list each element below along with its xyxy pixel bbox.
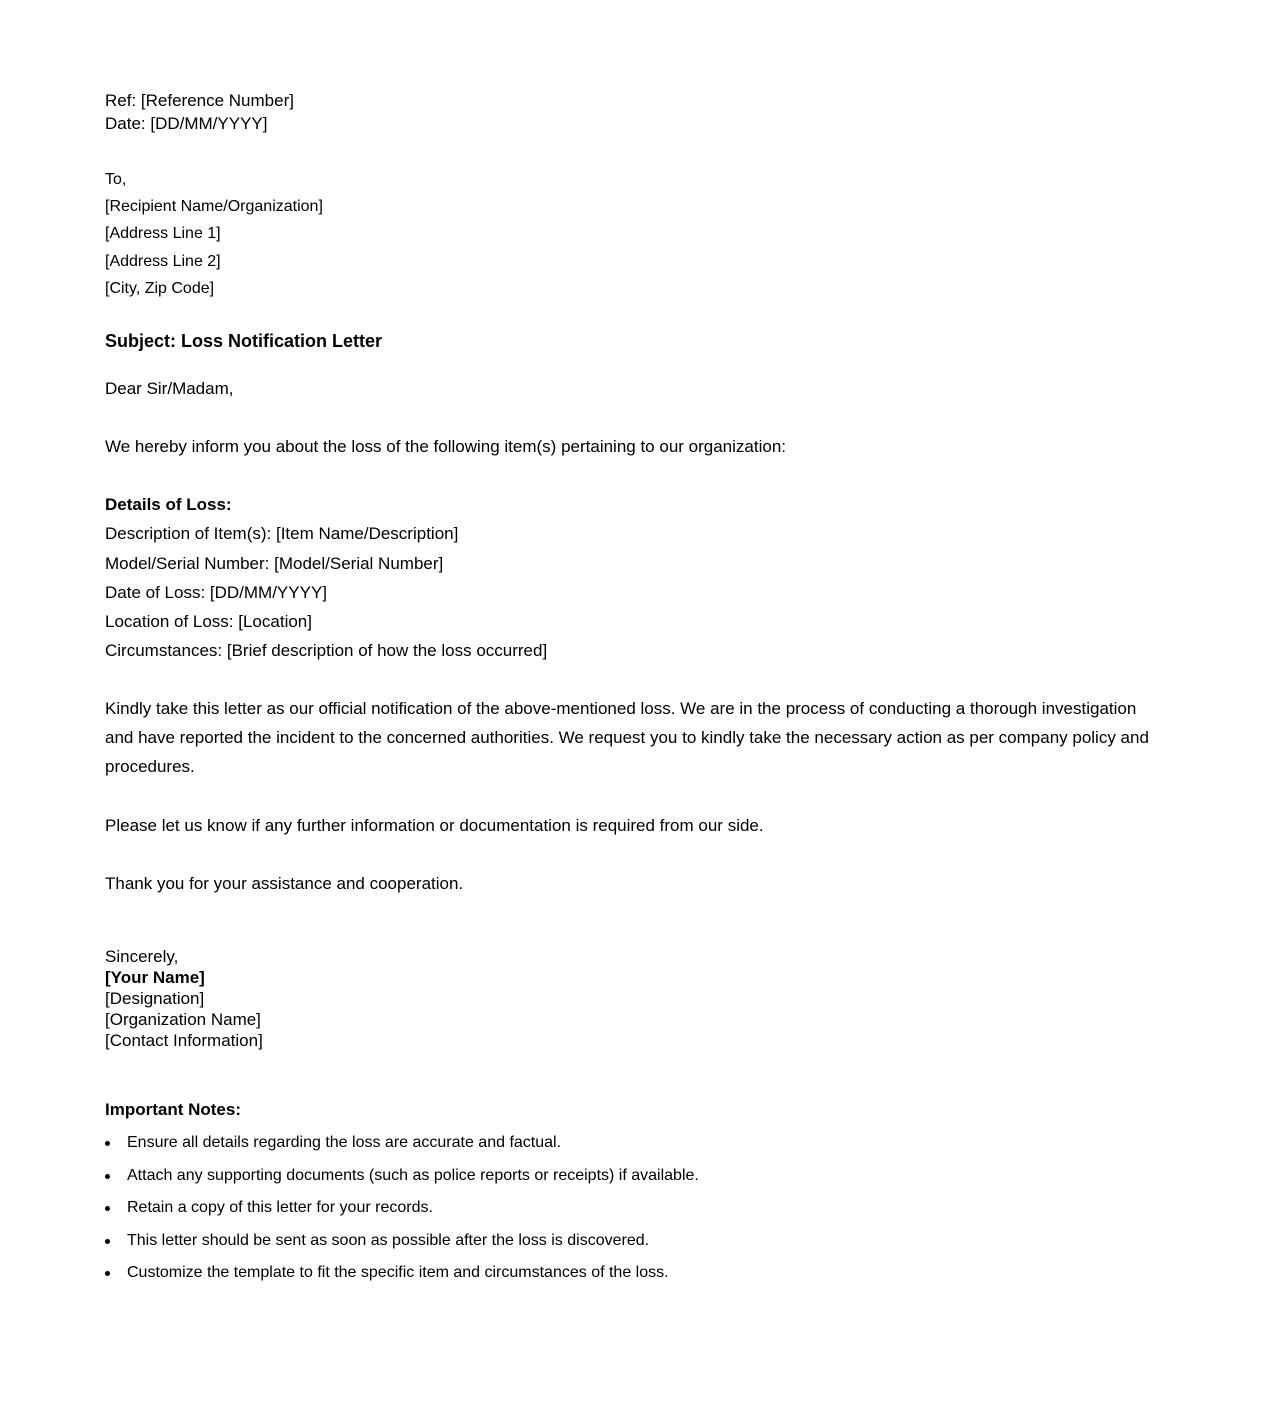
body-paragraph-further-info: Please let us know if any further information or documentation is required from our side. bbox=[105, 816, 764, 835]
recipient-address-line-1: [Address Line 1] bbox=[105, 225, 221, 242]
recipient-name: [Recipient Name/Organization] bbox=[105, 198, 323, 215]
body-paragraph-notification: Kindly take this letter as our official notification of the above-mentioned loss. We are in the process of conducting a thorough investigation and have reported the incident to the concerned authorities. We request you to kindly take the necessary action as per company policy and procedures. bbox=[105, 699, 1149, 776]
bullet-icon bbox=[105, 1271, 110, 1276]
detail-item-description: Description of Item(s): [Item Name/Description] bbox=[105, 524, 459, 543]
note-text: Retain a copy of this letter for your records. bbox=[127, 1199, 433, 1216]
bullet-icon bbox=[105, 1174, 110, 1179]
note-text: Customize the template to fit the specific item and circumstances of the loss. bbox=[127, 1264, 669, 1281]
bullet-icon bbox=[105, 1206, 110, 1211]
detail-item-location: Location of Loss: [Location] bbox=[105, 612, 312, 631]
notes-heading: Important Notes: bbox=[105, 1100, 241, 1119]
list-item bbox=[105, 1262, 1105, 1295]
salutation: Dear Sir/Madam, bbox=[105, 379, 234, 398]
bullet-icon bbox=[105, 1141, 110, 1146]
recipient-city-zip: [City, Zip Code] bbox=[105, 280, 215, 297]
signature-closing: Sincerely, bbox=[105, 947, 179, 966]
reference-line: Ref: [Reference Number] bbox=[105, 91, 294, 110]
recipient-address-line-2: [Address Line 2] bbox=[105, 253, 221, 270]
detail-item-date: Date of Loss: [DD/MM/YYYY] bbox=[105, 583, 328, 602]
note-text: Attach any supporting documents (such as police reports or receipts) if available. bbox=[127, 1166, 699, 1184]
letter-document bbox=[105, 0, 1165, 1403]
signature-name: [Your Name] bbox=[105, 968, 205, 987]
note-text: Ensure all details regarding the loss are accurate and factual. bbox=[127, 1134, 562, 1151]
detail-item-circumstances: Circumstances: [Brief description of how the loss occurred] bbox=[105, 641, 548, 660]
note-text: This letter should be sent as soon as possible after the loss is discovered. bbox=[127, 1231, 650, 1249]
body-paragraph-thanks: Thank you for your assistance and cooperation. bbox=[105, 874, 464, 893]
signature-contact: [Contact Information] bbox=[105, 1031, 263, 1050]
detail-item-model-serial: Model/Serial Number: [Model/Serial Number] bbox=[105, 554, 444, 573]
recipient-to: To, bbox=[105, 171, 127, 188]
list-item bbox=[105, 1197, 1105, 1230]
subject-line: Subject: Loss Notification Letter bbox=[105, 331, 383, 351]
notes-list bbox=[105, 1132, 1105, 1295]
date-line: Date: [DD/MM/YYYY] bbox=[105, 114, 268, 133]
details-heading: Details of Loss: bbox=[105, 495, 232, 514]
list-item bbox=[105, 1132, 1105, 1165]
signature-organization: [Organization Name] bbox=[105, 1010, 261, 1029]
bullet-icon bbox=[105, 1239, 110, 1244]
signature-designation: [Designation] bbox=[105, 989, 205, 1008]
list-item bbox=[105, 1230, 1105, 1263]
list-item bbox=[105, 1165, 1105, 1198]
intro-paragraph: We hereby inform you about the loss of the following item(s) pertaining to our organization: bbox=[105, 437, 786, 456]
